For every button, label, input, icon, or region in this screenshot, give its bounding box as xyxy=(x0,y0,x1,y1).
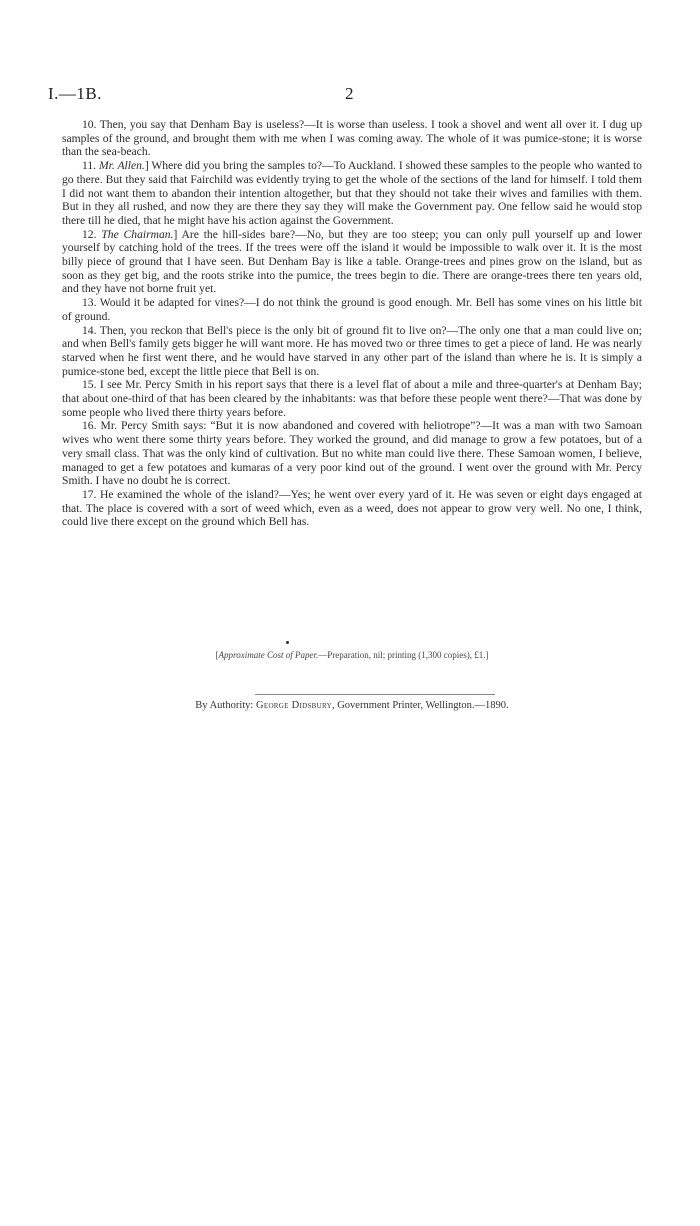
testimony-body xyxy=(62,118,642,529)
paragraph-16: 16. Mr. Percy Smith says: “But it is now abandoned and covered with heliotrope”?—It was a man with two Samoan wives who went there some thirty years before. They worked the ground, and did manage to grow a few potatoes, but of a very small class. That was the only kind of cultivation. But no white man could live there. These Samoan women, I believe, managed to get a few potatoes and kumaras of a very poor kind out of the ground. I went over the ground with Mr. Percy Smith. I have no doubt he is correct. xyxy=(62,419,642,488)
paragraph-14: 14. Then, you reckon that Bell's piece is the only bit of ground fit to live on?—The only one that a man could live on; and when Bell's family gets bigger he will want more. He has moved two or three times to get a piece of land. He was nearly starved when he first went there, and he would have starved in any other part of the island than where he is. It is simply a pumice-stone bed, except the little piece that Bell is on. xyxy=(62,323,642,378)
paragraph-13: 13. Would it be adapted for vines?—I do not think the ground is good enough. Mr. Bell has some vines on his little bit of ground. xyxy=(62,296,642,323)
paragraph-15: 15. I see Mr. Percy Smith in his report says that there is a level flat of about a mile and three-quarter's at Denham Bay; that about one-third of that has been cleared by the inhabitants: was that before these people went there?—That was done by some people who lived there thirty years before. xyxy=(62,378,642,419)
paragraph-12: 12. The Chairman.] Are the hill-sides bare?—No, but they are too steep; you can only pull yourself up and lower yourself by catching hold of the trees. If the trees were off the island it would be impossible to walk over it. It is the most billy piece of ground that I have seen. But Denham Bay is like a table. Orange-trees and pines grow on the island, but as soon as they get big, and the roots strike into the pumice, the trees begin to die. There are orange-trees there ten years old, and they have not borne fruit yet. xyxy=(62,227,643,296)
speaker-name: Mr. Allen. xyxy=(98,159,145,173)
printer-name: George Didsbury xyxy=(255,700,332,711)
page-header xyxy=(48,84,652,104)
document-reference: I.—1B. xyxy=(48,84,102,103)
paragraph-11: 11. Mr. Allen.] Where did you bring the samples to?—To Auckland. I showed these samples to the people who wanted to go there. But they said that Fairchild was evidently trying to get the whole of the sections of the land for himself. I told them I did not want them to abandon their intention altogether, but that they should not take their wives and families with them. But in they all rushed, and now they are there they say they will make the Government pay. One fellow said he would stop there till he died, that he might have his action against the Government. xyxy=(62,159,642,227)
cost-note-lead: Approximate Cost of Paper. xyxy=(218,650,319,660)
divider-rule xyxy=(255,694,495,695)
page-number: 2 xyxy=(345,84,354,103)
cost-note: [Approximate Cost of Paper.—Preparation, nil; printing (1,300 copies), £1.] xyxy=(215,650,489,660)
cost-note-detail: —Preparation, nil; printing (1,300 copies), £1. xyxy=(318,650,486,660)
printer-imprint: By Authority: George Didsbury, Government Printer, Wellington.—1890. xyxy=(195,700,509,711)
paragraph-17: 17. He examined the whole of the island?—Yes; he went over every yard of it. He was seven or eight days engaged at that. The place is covered with a sort of weed which, even as a weed, does not appear to grow very well. No one, I think, could live there except on the ground which Bell has. xyxy=(62,487,642,529)
speaker-name: The Chairman. xyxy=(101,227,174,241)
paragraph-10: 10. Then, you say that Denham Bay is useless?—It is worse than useless. I took a shovel and went all over it. I dug up samples of the ground, and brought them with me when I was coming away. The whole of it was pumice-stone; it is worse than the sea-beach. xyxy=(62,118,642,159)
print-speck xyxy=(286,641,289,644)
